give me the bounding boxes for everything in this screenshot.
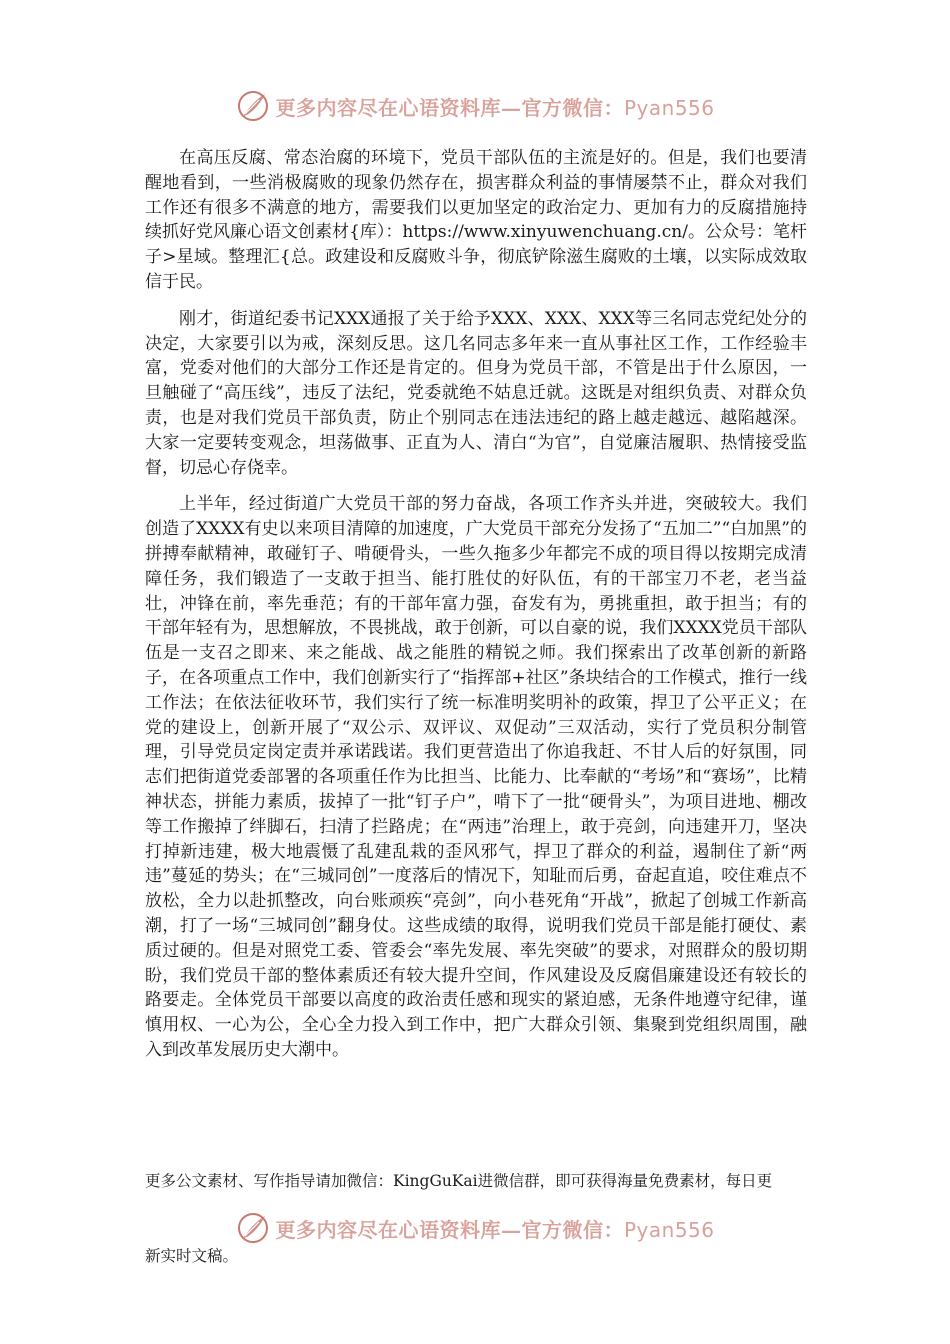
banner-wechat-id: Pyan556: [623, 95, 715, 120]
header-banner: [0, 86, 950, 126]
footer-banner-title: 更多内容尽在心语资料库—官方微信：Pyan556: [275, 1217, 715, 1242]
footer-banner: [0, 1208, 950, 1248]
footer-banner-wechat-id: Pyan556: [623, 1217, 715, 1242]
paragraph-3: 上半年，经过街道广大党员干部的努力奋战，各项工作齐头并进，突破较大。我们创造了XXXX有史以来项目清障的加速度，广大党员干部充分发扬了“五加二”“白加黑”的拼搏奉献精神，敢碰钉子、啃硬骨头，一些久拖多少年都完不成的项目得以按期完成清障任务，我们锻造了一支敢于担当、能打胜仗的好队伍，有的干部宝刀不老，老当益壮，冲锋在前，率先垂范；有的干部年富力强，奋发有为，勇挑重担，敢于担当；有的干部年轻有为，思想解放，不畏挑战，敢于创新，可以自豪的说，我们XXXX党员干部队伍是一支召之即来、来之能战、战之能胜的精锐之师。我们探索出了改革创新的新路子，在各项重点工作中，我们创新实行了“指挥部+社区”条块结合的工作模式，推行一线工作法；在依法征收环节，我们实行了统一标准明奖明补的政策，捍卫了公平正义；在党的建设上，创新开展了“双公示、双评议、双促动”三双活动，实行了党员积分制管理，引导党员定岗定责并承诺践诺。我们更营造出了你追我赶、不甘人后的好氛围，同志们把街道党委部署的各项重任作为比担当、比能力、比奉献的“考场”和“赛场”，比精神状态，拼能力素质，拔掉了一批“钉子户”，啃下了一批“硬骨头”，为项目进地、棚改等工作搬掉了绊脚石，扫清了拦路虎；在“两违”治理上，敢于亮剑，向违建开刀，坚决打掉新违建，极大地震慑了乱建乱栽的歪风邪气，捍卫了群众的利益，遏制住了新“两违”蔓延的势头；在“三城同创”一度落后的情况下，知耻而后勇，奋起直追，咬住难点不放松，全力以赴抓整改，向台账顽疾“亮剑”，向小巷死角“开战”，掀起了创城工作新高潮，打了一场“三城同创”翻身仗。这些成绩的取得，说明我们党员干部是能打硬仗、素质过硬的。但是对照党工委、管委会“率先发展、率先突破”的要求，对照群众的殷切期盼，我们党员干部的整体素质还有较大提升空间，作风建设及反腐倡廉建设还有较长的路要走。全体党员干部要以高度的政治责任感和现实的紧迫感，无条件地遵守纪律，谨慎用权、一心为公，全心全力投入到工作中，把广大群众引领、集聚到党组织周围，融入到改革发展历史大潮中。: [145, 494, 807, 1060]
paragraph-2: 刚才，街道纪委书记XXX通报了关于给予XXX、XXX、XXX等三名同志党纪处分的决定，大家要引以为戒，深刻反思。这几名同志多年来一直从事社区工作，工作经验丰富，党委对他们的大部分工作还是肯定的。但身为党员干部，不管是出于什么原因，一旦触碰了“高压线”，违反了法纪，党委就绝不姑息迁就。这既是对组织负责、对群众负责，也是对我们党员干部负责，防止个别同志在违法违纪的路上越走越远、越陷越深。大家一定要转变观念，坦荡做事、正直为人、清白“为官”，自觉廉洁履职、热情接受监督，切忌心存侥幸。: [145, 308, 807, 478]
quill-pen-logo-icon: [235, 1210, 271, 1246]
quill-pen-logo-icon: [235, 88, 271, 124]
footer-promo-line-2: 新实时文稿。: [145, 1247, 239, 1265]
article-body: [145, 146, 807, 1075]
paragraph-1: 在高压反腐、常态治腐的环境下，党员干部队伍的主流是好的。但是，我们也要清醒地看到，一些消极腐败的现象仍然存在，损害群众利益的事情屡禁不止，群众对我们工作还有很多不满意的地方，需要我们以更加坚定的政治定力、更加有力的反腐措施持续抓好党风廉心语文创素材{库）：https://www.xinyuwenchuang.cn/。公众号：笔杆子>星域。整理汇{总。政建设和反腐败斗争，彻底铲除滋生腐败的土壤，以实际成效取信于民。: [145, 148, 807, 292]
footer-promo-line-1: 更多公文素材、写作指导请加微信：KingGuKai进微信群，即可获得海量免费素材，每日更: [145, 1172, 773, 1190]
banner-title: 更多内容尽在心语资料库—官方微信：Pyan556: [275, 95, 715, 120]
